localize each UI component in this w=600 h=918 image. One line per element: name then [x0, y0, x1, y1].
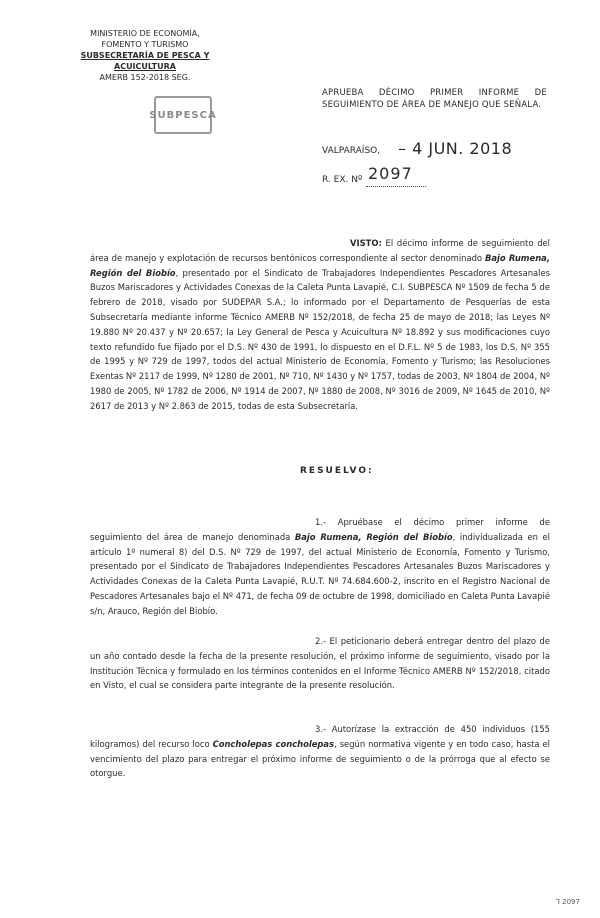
reference-code: AMERB 152-2018 SEG.: [99, 73, 191, 82]
item-3-text-a: 3.- Autorízase la extracción de 450 individuos (155 kilogramos) del recurso loco: [90, 724, 550, 749]
item-1-paragraph: [90, 515, 550, 619]
item-3-paragraph: [90, 722, 550, 781]
resolution-subject: APRUEBA DÉCIMO PRIMER INFORME DE SEGUIMIENTO DE ÁREA DE MANEJO QUE SEÑALA.: [322, 88, 547, 110]
item-1-sector: Bajo Rumena, Región del Biobío: [294, 531, 453, 542]
resolution-number-label: R. EX. Nº: [322, 175, 363, 185]
visto-text-b: , presentado por el Sindicato de Trabajadores Independientes Pescadores Artesanales Buzos Mariscadores y Actividades Conexas de la Caleta Punta Lavapié, C.I. SUBPESCA Nº 1509 de fecha 5 de febrero de 2018, visado por SUDEPAR S.A.; lo informado por el Departamento de Pesquerías de esta Subsecretaría mediante informe Técnico AMERB Nº 152/2018, de fecha 25 de mayo de 2018; las Leyes Nº 19.880 Nº 20.437 y Nº 20.657; la Ley General de Pesca y Acuicultura Nº 18.892 y sus modificaciones cuyo texto refundido fue fijado por el D.S. Nº 430 de 1991, lo dispuesto en el D.F.L. Nº 5 de 1983, los D.S. Nº 355 de 1995 y Nº 729 de 1997, todos del actual Ministerio de Economía, Fomento y Turismo; las Resoluciones Exentas Nº 2117 de 1999, Nº 1280 de 2001, Nº 710, Nº 1430 y Nº 1757, todas de 2003, Nº 1804 de 2004, Nº 1980 de 2005, Nº 1782 de 2006, Nº 1914 de 2007, Nº 1880 de 2008, Nº 3016 de 2009, Nº 1645 de 2010, Nº 2617 de 2013 y Nº 2.863 de 2015, todas de esta Subsecretaría.: [90, 267, 550, 411]
item-2-paragraph: 2.- El peticionario deberá entregar dentro del plazo de un año contado desde la fecha de la presente resolución, el próximo informe de seguimiento, visado por la Institución Técnica y formulado en los términos contenidos en el Informe Técnico AMERB Nº 152/2018, citado en Visto, el cual se considera parte integrante de la presente resolución.: [90, 636, 550, 691]
ministry-line-2: FOMENTO Y TURISMO: [101, 40, 189, 49]
resolution-date: – 4 JUN. 2018: [398, 139, 513, 158]
item-3-species: Concholepas concholepas: [212, 738, 335, 749]
letterhead: [50, 28, 240, 83]
office-stamp: SUBPESCA: [154, 96, 212, 134]
visto-label: VISTO:: [350, 238, 382, 248]
resuelvo-heading: RESUELVO:: [300, 466, 374, 476]
resolution-number: 2097: [368, 164, 413, 183]
item-1-text-a: 1.- Apruébase el décimo primer informe de seguimiento del área de manejo denominada: [90, 517, 550, 542]
ministry-line-1: MINISTERIO DE ECONOMÍA,: [90, 29, 200, 38]
subsecretaria-name: SUBSECRETARÍA DE PESCA Y ACUICULTURA: [80, 51, 210, 71]
item-3-text-b: , según normativa vigente y en todo caso, hasta el vencimiento del plazo para entregar el próximo informe de seguimiento o de la prórroga que al efecto se otorgue.: [90, 738, 550, 779]
footer-page-mark: Ꞁ 2097: [556, 898, 580, 906]
visto-text-a: El décimo informe de seguimiento del área de manejo y explotación de recursos bentónicos correspondiente al sector denominado: [90, 238, 550, 263]
visto-paragraph: [90, 236, 550, 414]
resolution-number-underline: [366, 186, 426, 187]
item-1-text-b: , individualizada en el artículo 1º numeral 8) del D.S. Nº 729 de 1997, del actual Ministerio de Economía, Fomento y Turismo, presentado por el Sindicato de Trabajadores Independientes Pescadores Artesanales Buzos Mariscadores y Actividades Conexas de la Caleta Punta Lavapié, R.U.T. Nº 74.684.600-2, inscrito en el Registro Nacional de Pescadores Artesanales bajo el Nº 471, de fecha 09 de octubre de 1998, domiciliado en Caleta Punta Lavapié s/n, Arauco, Región del Biobío.: [90, 531, 550, 616]
visto-sector: Bajo Rumena, Región del Biobío: [90, 252, 551, 278]
place-city: VALPARAÍSO,: [322, 146, 381, 156]
